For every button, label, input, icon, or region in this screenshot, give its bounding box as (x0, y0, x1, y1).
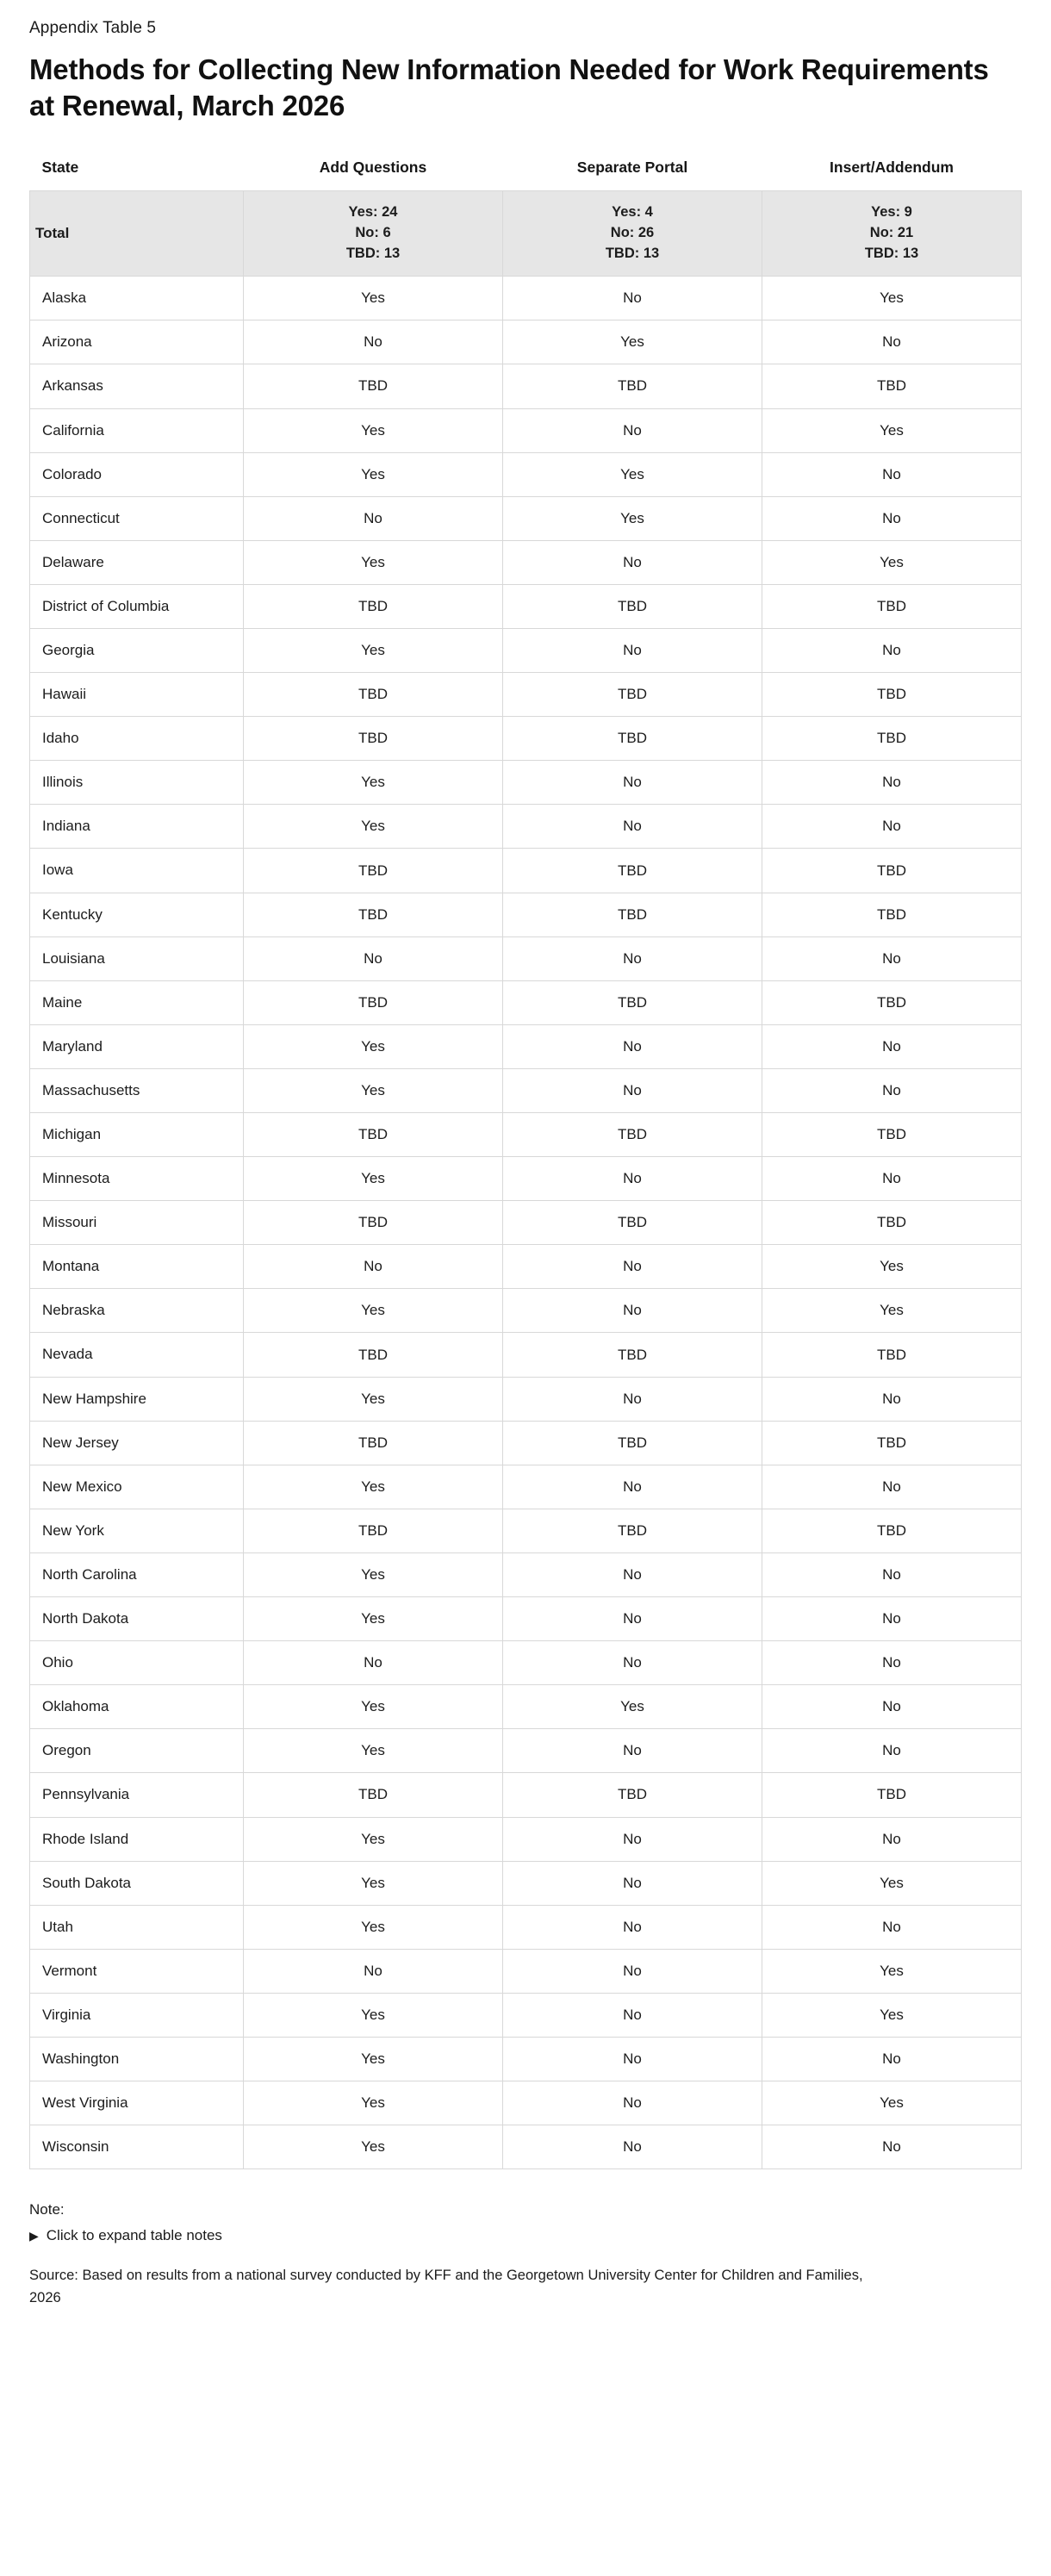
cell-add-questions: Yes (244, 2125, 503, 2169)
cell-add-questions: Yes (244, 628, 503, 672)
cell-state: New Hampshire (30, 1377, 244, 1421)
cell-add-questions: No (244, 496, 503, 540)
cell-separate-portal: No (503, 1465, 762, 1509)
cell-state: Iowa (30, 849, 244, 893)
cell-add-questions: No (244, 1641, 503, 1685)
cell-separate-portal: No (503, 1993, 762, 2037)
cell-add-questions: Yes (244, 277, 503, 320)
cell-add-questions: Yes (244, 1289, 503, 1333)
cell-insert-addendum: No (762, 2125, 1022, 2169)
column-header-state: State (41, 159, 79, 177)
cell-add-questions: TBD (244, 717, 503, 761)
table-row (30, 805, 1022, 849)
cell-state: Hawaii (30, 673, 244, 717)
table-row (30, 1245, 1022, 1289)
cell-add-questions: No (244, 320, 503, 364)
cell-add-questions: TBD (244, 673, 503, 717)
cell-add-questions: TBD (244, 1509, 503, 1552)
total-line: Yes: 9 (871, 204, 912, 221)
cell-add-questions: TBD (244, 1113, 503, 1157)
cell-insert-addendum: TBD (762, 1113, 1022, 1157)
table-row (30, 1552, 1022, 1596)
cell-insert-addendum: Yes (762, 1993, 1022, 2037)
cell-insert-addendum: No (762, 1817, 1022, 1861)
cell-state: Georgia (30, 628, 244, 672)
cell-state: Oregon (30, 1729, 244, 1773)
cell-add-questions: Yes (244, 540, 503, 584)
cell-insert-addendum: No (762, 1641, 1022, 1685)
cell-separate-portal: TBD (503, 717, 762, 761)
cell-state: Virginia (30, 1993, 244, 2037)
cell-state: California (30, 408, 244, 452)
table-row (30, 1949, 1022, 1993)
cell-insert-addendum: No (762, 452, 1022, 496)
cell-insert-addendum: Yes (762, 2081, 1022, 2125)
cell-add-questions: TBD (244, 1201, 503, 1245)
cell-insert-addendum: No (762, 1024, 1022, 1068)
table-row (30, 1024, 1022, 1068)
cell-separate-portal: No (503, 277, 762, 320)
table-row (30, 628, 1022, 672)
cell-state: Maryland (30, 1024, 244, 1068)
table-row (30, 1773, 1022, 1817)
cell-separate-portal: TBD (503, 1113, 762, 1157)
cell-insert-addendum: TBD (762, 1773, 1022, 1817)
cell-separate-portal: TBD (503, 980, 762, 1024)
cell-add-questions: Yes (244, 1729, 503, 1773)
cell-insert-addendum: Yes (762, 408, 1022, 452)
table-row (30, 761, 1022, 805)
cell-insert-addendum: Yes (762, 540, 1022, 584)
cell-insert-addendum: TBD (762, 673, 1022, 717)
cell-insert-addendum: No (762, 2037, 1022, 2081)
table-row (30, 1993, 1022, 2037)
cell-separate-portal: No (503, 1641, 762, 1685)
expand-table-notes-toggle[interactable] (29, 2224, 1022, 2247)
cell-separate-portal: TBD (503, 1201, 762, 1245)
total-line: TBD: 13 (605, 246, 660, 262)
column-header-insert-addendum: Insert/Addendum (830, 159, 954, 177)
table-row (30, 452, 1022, 496)
total-line: TBD: 13 (345, 246, 401, 262)
total-line: No: 21 (869, 225, 914, 241)
cell-separate-portal: No (503, 1597, 762, 1641)
cell-insert-addendum: Yes (762, 1289, 1022, 1333)
cell-separate-portal: No (503, 2081, 762, 2125)
cell-separate-portal: Yes (503, 452, 762, 496)
cell-separate-portal: No (503, 628, 762, 672)
cell-add-questions: No (244, 936, 503, 980)
cell-state: Minnesota (30, 1157, 244, 1201)
work-requirements-methods-table (29, 159, 1022, 2169)
column-header-separate-portal: Separate Portal (576, 159, 688, 177)
table-row (30, 2037, 1022, 2081)
cell-insert-addendum: Yes (762, 277, 1022, 320)
cell-separate-portal: TBD (503, 584, 762, 628)
cell-add-questions: Yes (244, 1157, 503, 1201)
cell-separate-portal: TBD (503, 893, 762, 936)
table-body (30, 191, 1022, 2169)
table-row (30, 2081, 1022, 2125)
cell-add-questions: Yes (244, 1377, 503, 1421)
cell-add-questions: Yes (244, 1068, 503, 1112)
cell-separate-portal: No (503, 1377, 762, 1421)
total-cell-separate-portal (503, 191, 762, 277)
cell-insert-addendum: No (762, 761, 1022, 805)
cell-insert-addendum: No (762, 1465, 1022, 1509)
cell-state: Rhode Island (30, 1817, 244, 1861)
cell-insert-addendum: No (762, 936, 1022, 980)
cell-state: Arkansas (30, 364, 244, 408)
cell-add-questions: Yes (244, 1024, 503, 1068)
table-row (30, 1113, 1022, 1157)
cell-insert-addendum: Yes (762, 1861, 1022, 1905)
cell-insert-addendum: No (762, 1552, 1022, 1596)
column-header-add-questions: Add Questions (319, 159, 427, 177)
cell-separate-portal: No (503, 1949, 762, 1993)
cell-state: South Dakota (30, 1861, 244, 1905)
cell-separate-portal: No (503, 1289, 762, 1333)
cell-insert-addendum: No (762, 1068, 1022, 1112)
table-row (30, 717, 1022, 761)
cell-separate-portal: No (503, 408, 762, 452)
expand-table-notes-label: Click to expand table notes (46, 2226, 222, 2243)
cell-insert-addendum: TBD (762, 584, 1022, 628)
table-row (30, 584, 1022, 628)
table-header (30, 159, 1022, 191)
cell-add-questions: Yes (244, 408, 503, 452)
table-row (30, 1068, 1022, 1112)
cell-separate-portal: No (503, 1729, 762, 1773)
cell-insert-addendum: No (762, 1377, 1022, 1421)
cell-state: Michigan (30, 1113, 244, 1157)
cell-insert-addendum: Yes (762, 1949, 1022, 1993)
cell-state: Delaware (30, 540, 244, 584)
cell-separate-portal: No (503, 2037, 762, 2081)
table-row (30, 1597, 1022, 1641)
cell-separate-portal: No (503, 1552, 762, 1596)
cell-insert-addendum: TBD (762, 1201, 1022, 1245)
cell-state: New Jersey (30, 1421, 244, 1465)
cell-add-questions: Yes (244, 805, 503, 849)
table-row (30, 1201, 1022, 1245)
cell-separate-portal: No (503, 805, 762, 849)
cell-insert-addendum: TBD (762, 1421, 1022, 1465)
cell-state: Idaho (30, 717, 244, 761)
cell-state: Vermont (30, 1949, 244, 1993)
cell-separate-portal: No (503, 1024, 762, 1068)
cell-add-questions: Yes (244, 1861, 503, 1905)
table-row (30, 1861, 1022, 1905)
cell-separate-portal: TBD (503, 1333, 762, 1377)
cell-insert-addendum: No (762, 496, 1022, 540)
cell-state: Wisconsin (30, 2125, 244, 2169)
table-row (30, 1289, 1022, 1333)
cell-state: Ohio (30, 1641, 244, 1685)
cell-state: North Carolina (30, 1552, 244, 1596)
cell-state: Colorado (30, 452, 244, 496)
cell-add-questions: Yes (244, 1597, 503, 1641)
cell-insert-addendum: TBD (762, 364, 1022, 408)
cell-state: New Mexico (30, 1465, 244, 1509)
chevron-right-icon: ▶ (29, 2228, 39, 2243)
cell-separate-portal: No (503, 936, 762, 980)
cell-separate-portal: TBD (503, 673, 762, 717)
cell-insert-addendum: TBD (762, 1509, 1022, 1552)
cell-insert-addendum: Yes (762, 1245, 1022, 1289)
cell-add-questions: Yes (244, 452, 503, 496)
cell-add-questions: Yes (244, 1993, 503, 2037)
cell-add-questions: TBD (244, 1773, 503, 1817)
cell-state: Indiana (30, 805, 244, 849)
total-cell-insert-addendum (762, 191, 1022, 277)
cell-insert-addendum: TBD (762, 980, 1022, 1024)
cell-add-questions: Yes (244, 2037, 503, 2081)
cell-add-questions: Yes (244, 1465, 503, 1509)
table-row (30, 980, 1022, 1024)
cell-state: Nevada (30, 1333, 244, 1377)
cell-state: Maine (30, 980, 244, 1024)
cell-separate-portal: TBD (503, 1509, 762, 1552)
cell-state: Nebraska (30, 1289, 244, 1333)
table-row (30, 1729, 1022, 1773)
cell-insert-addendum: TBD (762, 717, 1022, 761)
cell-state: Connecticut (30, 496, 244, 540)
cell-separate-portal: TBD (503, 849, 762, 893)
cell-add-questions: Yes (244, 761, 503, 805)
cell-add-questions: No (244, 1245, 503, 1289)
cell-separate-portal: No (503, 1157, 762, 1201)
cell-state: Washington (30, 2037, 244, 2081)
table-row (30, 277, 1022, 320)
cell-separate-portal: No (503, 761, 762, 805)
cell-state: Oklahoma (30, 1685, 244, 1729)
cell-separate-portal: TBD (503, 1421, 762, 1465)
table-row (30, 408, 1022, 452)
total-line: Yes: 24 (348, 204, 398, 221)
cell-insert-addendum: No (762, 1729, 1022, 1773)
cell-state: Utah (30, 1905, 244, 1949)
cell-insert-addendum: No (762, 805, 1022, 849)
total-line: No: 6 (355, 225, 391, 241)
cell-separate-portal: Yes (503, 1685, 762, 1729)
cell-separate-portal: No (503, 1905, 762, 1949)
cell-insert-addendum: TBD (762, 1333, 1022, 1377)
total-line: No: 26 (610, 225, 655, 241)
cell-state: Illinois (30, 761, 244, 805)
cell-insert-addendum: No (762, 628, 1022, 672)
cell-insert-addendum: TBD (762, 849, 1022, 893)
cell-state: New York (30, 1509, 244, 1552)
cell-separate-portal: No (503, 2125, 762, 2169)
table-row (30, 1421, 1022, 1465)
cell-separate-portal: TBD (503, 1773, 762, 1817)
cell-insert-addendum: No (762, 1685, 1022, 1729)
cell-add-questions: No (244, 1949, 503, 1993)
cell-add-questions: TBD (244, 980, 503, 1024)
source-text: Source: Based on results from a national survey conducted by KFF and the Georgetown University Center for Children and Families, 2026 (29, 2268, 863, 2305)
cell-state: West Virginia (30, 2081, 244, 2125)
cell-state: Montana (30, 1245, 244, 1289)
total-line: TBD: 13 (864, 246, 919, 262)
cell-separate-portal: No (503, 1245, 762, 1289)
table-row-total (30, 191, 1022, 277)
appendix-label: Appendix Table 5 (29, 19, 157, 37)
cell-add-questions: TBD (244, 584, 503, 628)
table-row (30, 1465, 1022, 1509)
cell-state: Alaska (30, 277, 244, 320)
cell-insert-addendum: TBD (762, 893, 1022, 936)
cell-separate-portal: No (503, 1817, 762, 1861)
table-row (30, 1905, 1022, 1949)
cell-separate-portal: No (503, 1861, 762, 1905)
cell-insert-addendum: No (762, 320, 1022, 364)
note-label: Note: (29, 2201, 65, 2218)
cell-add-questions: Yes (244, 1905, 503, 1949)
cell-insert-addendum: No (762, 1905, 1022, 1949)
table-row (30, 1817, 1022, 1861)
cell-add-questions: Yes (244, 1817, 503, 1861)
cell-separate-portal: Yes (503, 496, 762, 540)
table-row (30, 320, 1022, 364)
cell-insert-addendum: No (762, 1597, 1022, 1641)
cell-add-questions: Yes (244, 2081, 503, 2125)
total-label: Total (30, 191, 244, 277)
table-row (30, 1685, 1022, 1729)
cell-state: District of Columbia (30, 584, 244, 628)
cell-state: Kentucky (30, 893, 244, 936)
cell-separate-portal: No (503, 540, 762, 584)
page-title: Methods for Collecting New Information Needed for Work Requirements at Renewal, March 2026 (29, 53, 989, 122)
total-line: Yes: 4 (612, 204, 653, 221)
cell-state: Missouri (30, 1201, 244, 1245)
cell-separate-portal: TBD (503, 364, 762, 408)
cell-add-questions: Yes (244, 1552, 503, 1596)
cell-state: Arizona (30, 320, 244, 364)
total-cell-add-questions (244, 191, 503, 277)
cell-insert-addendum: No (762, 1157, 1022, 1201)
table-row (30, 893, 1022, 936)
table-row (30, 1509, 1022, 1552)
table-row (30, 2125, 1022, 2169)
cell-add-questions: TBD (244, 364, 503, 408)
cell-add-questions: Yes (244, 1685, 503, 1729)
table-footer (29, 2199, 1022, 2309)
cell-state: Pennsylvania (30, 1773, 244, 1817)
table-row (30, 936, 1022, 980)
cell-separate-portal: Yes (503, 320, 762, 364)
cell-add-questions: TBD (244, 1421, 503, 1465)
table-row (30, 673, 1022, 717)
table-row (30, 1377, 1022, 1421)
table-row (30, 1157, 1022, 1201)
cell-add-questions: TBD (244, 893, 503, 936)
cell-state: Massachusetts (30, 1068, 244, 1112)
table-row (30, 1641, 1022, 1685)
cell-separate-portal: No (503, 1068, 762, 1112)
cell-add-questions: TBD (244, 1333, 503, 1377)
table-row (30, 540, 1022, 584)
table-row (30, 849, 1022, 893)
table-row (30, 496, 1022, 540)
table-row (30, 1333, 1022, 1377)
table-row (30, 364, 1022, 408)
header-row (30, 159, 1022, 191)
cell-state: Louisiana (30, 936, 244, 980)
cell-state: North Dakota (30, 1597, 244, 1641)
cell-add-questions: TBD (244, 849, 503, 893)
